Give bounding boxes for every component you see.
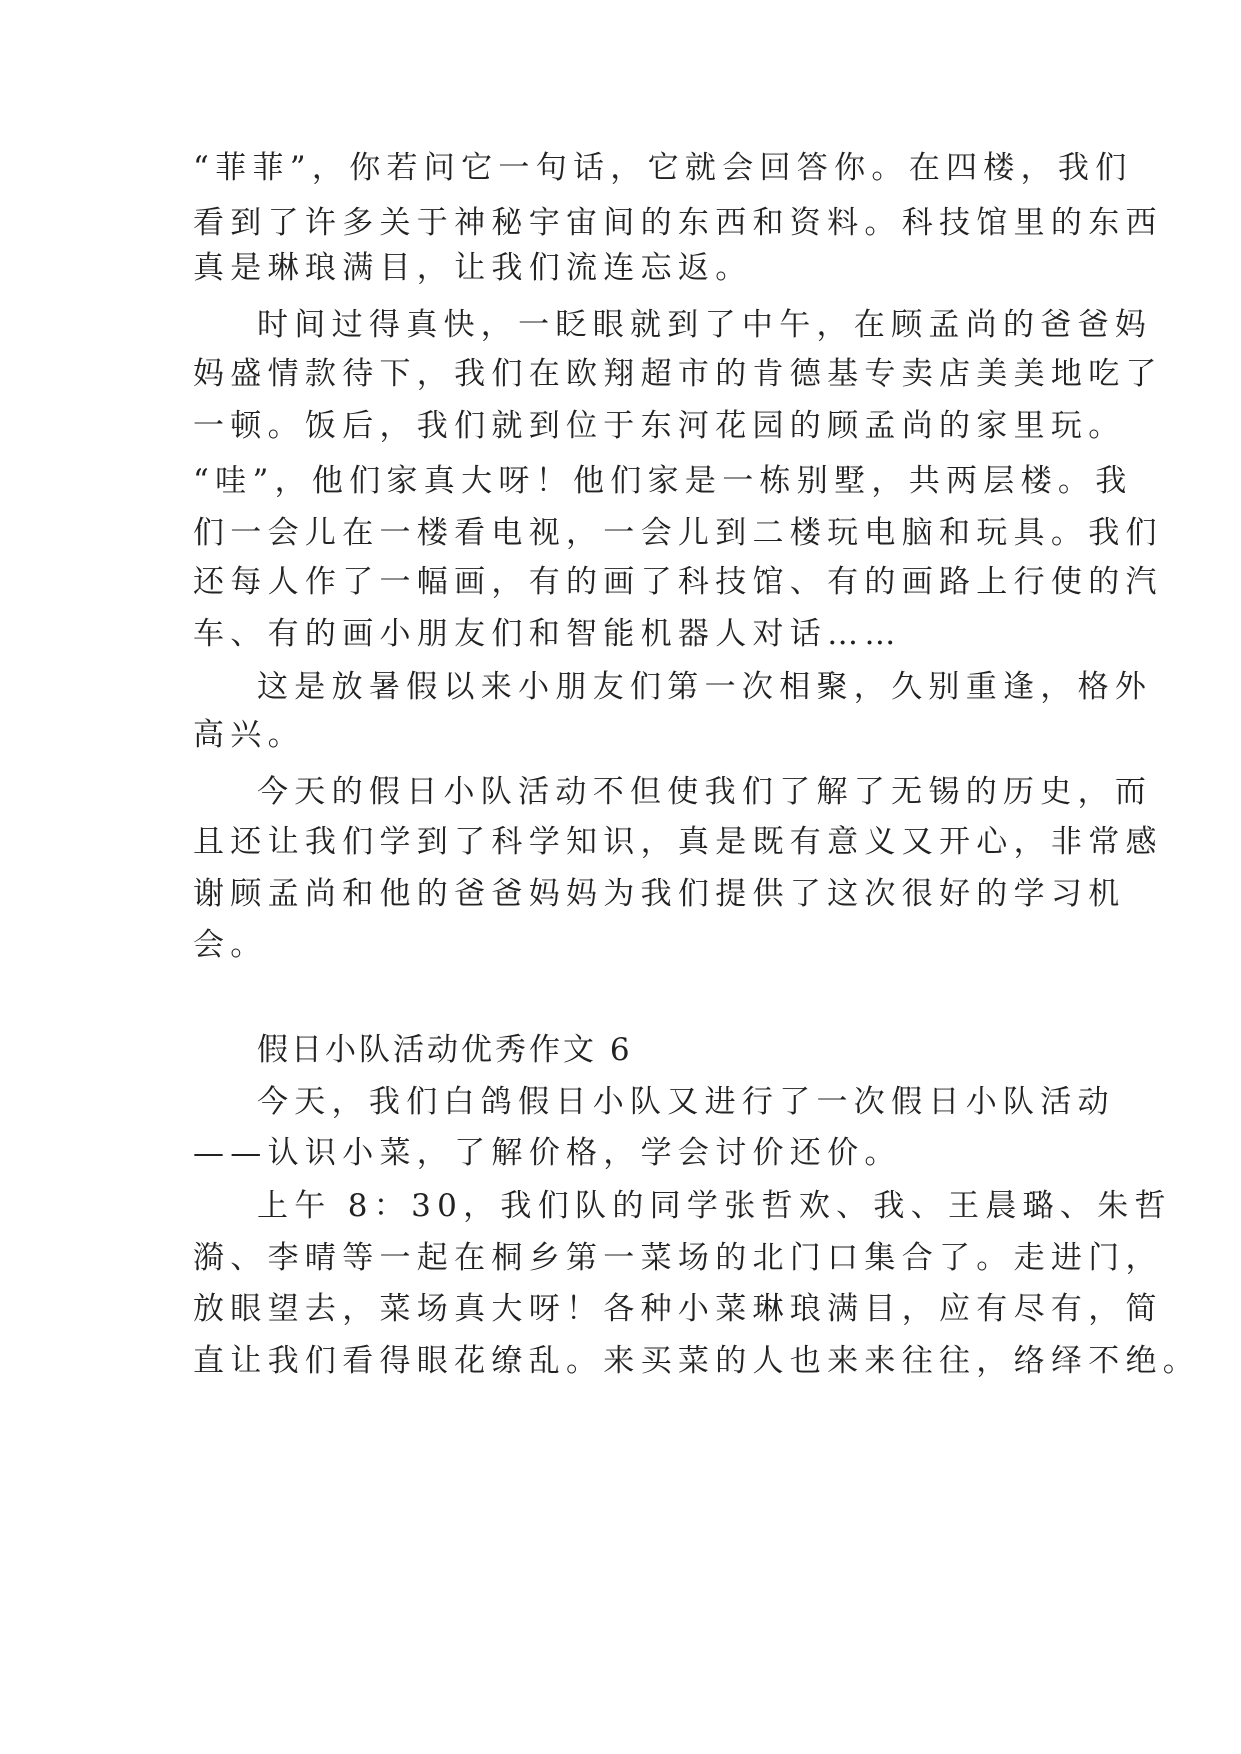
text-line: “菲菲”，你若问它一句话，它就会回答你。在四楼，我们 — [193, 150, 1133, 186]
text-line: 高兴。 — [193, 717, 305, 753]
text-line: 妈盛情款待下，我们在欧翔超市的肯德基专卖店美美地吃了 — [193, 356, 1163, 392]
text-line: 谢顾孟尚和他的爸爸妈妈为我们提供了这次很好的学习机 — [193, 876, 1126, 912]
text-line: 一顿。饭后，我们就到位于东河花园的顾孟尚的家里玩。 — [193, 408, 1126, 444]
paragraph-first-line: 今天，我们白鸽假日小队又进行了一次假日小队活动 — [257, 1084, 1115, 1120]
text-line: 还每人作了一幅画，有的画了科技馆、有的画路上行使的汽 — [193, 564, 1163, 600]
paragraph-first-line: 上午 8：30，我们队的同学张哲欢、我、王晨璐、朱哲 — [257, 1188, 1172, 1224]
text-line: 放眼望去，菜场真大呀！各种小菜琳琅满目，应有尽有，简 — [193, 1291, 1163, 1327]
section-heading: 假日小队活动优秀作文 6 — [257, 1032, 633, 1068]
text-line: 且还让我们学到了科学知识，真是既有意义又开心，非常感 — [193, 824, 1163, 860]
text-line: ——认识小菜，了解价格，学会讨价还价。 — [193, 1135, 902, 1171]
text-line: 们一会儿在一楼看电视，一会儿到二楼玩电脑和玩具。我们 — [193, 515, 1163, 551]
text-line: 看到了许多关于神秘宇宙间的东西和资料。科技馆里的东西 — [193, 205, 1163, 241]
text-line: 真是琳琅满目，让我们流连忘返。 — [193, 250, 753, 286]
text-line: 直让我们看得眼花缭乱。来买菜的人也来来往往，络绎不绝。 — [193, 1343, 1201, 1379]
text-line: 车、有的画小朋友们和智能机器人对话…… — [193, 616, 902, 652]
paragraph-first-line: 这是放暑假以来小朋友们第一次相聚，久别重逢，格外 — [257, 669, 1153, 705]
paragraph-first-line: 今天的假日小队活动不但使我们了解了无锡的历史，而 — [257, 774, 1153, 810]
paragraph-first-line: 时间过得真快，一眨眼就到了中午，在顾孟尚的爸爸妈 — [257, 307, 1153, 343]
text-line: “哇”，他们家真大呀！他们家是一栋别墅，共两层楼。我 — [193, 463, 1133, 499]
text-line: 会。 — [193, 927, 268, 963]
text-line: 漪、李晴等一起在桐乡第一菜场的北门口集合了。走进门， — [193, 1240, 1163, 1276]
